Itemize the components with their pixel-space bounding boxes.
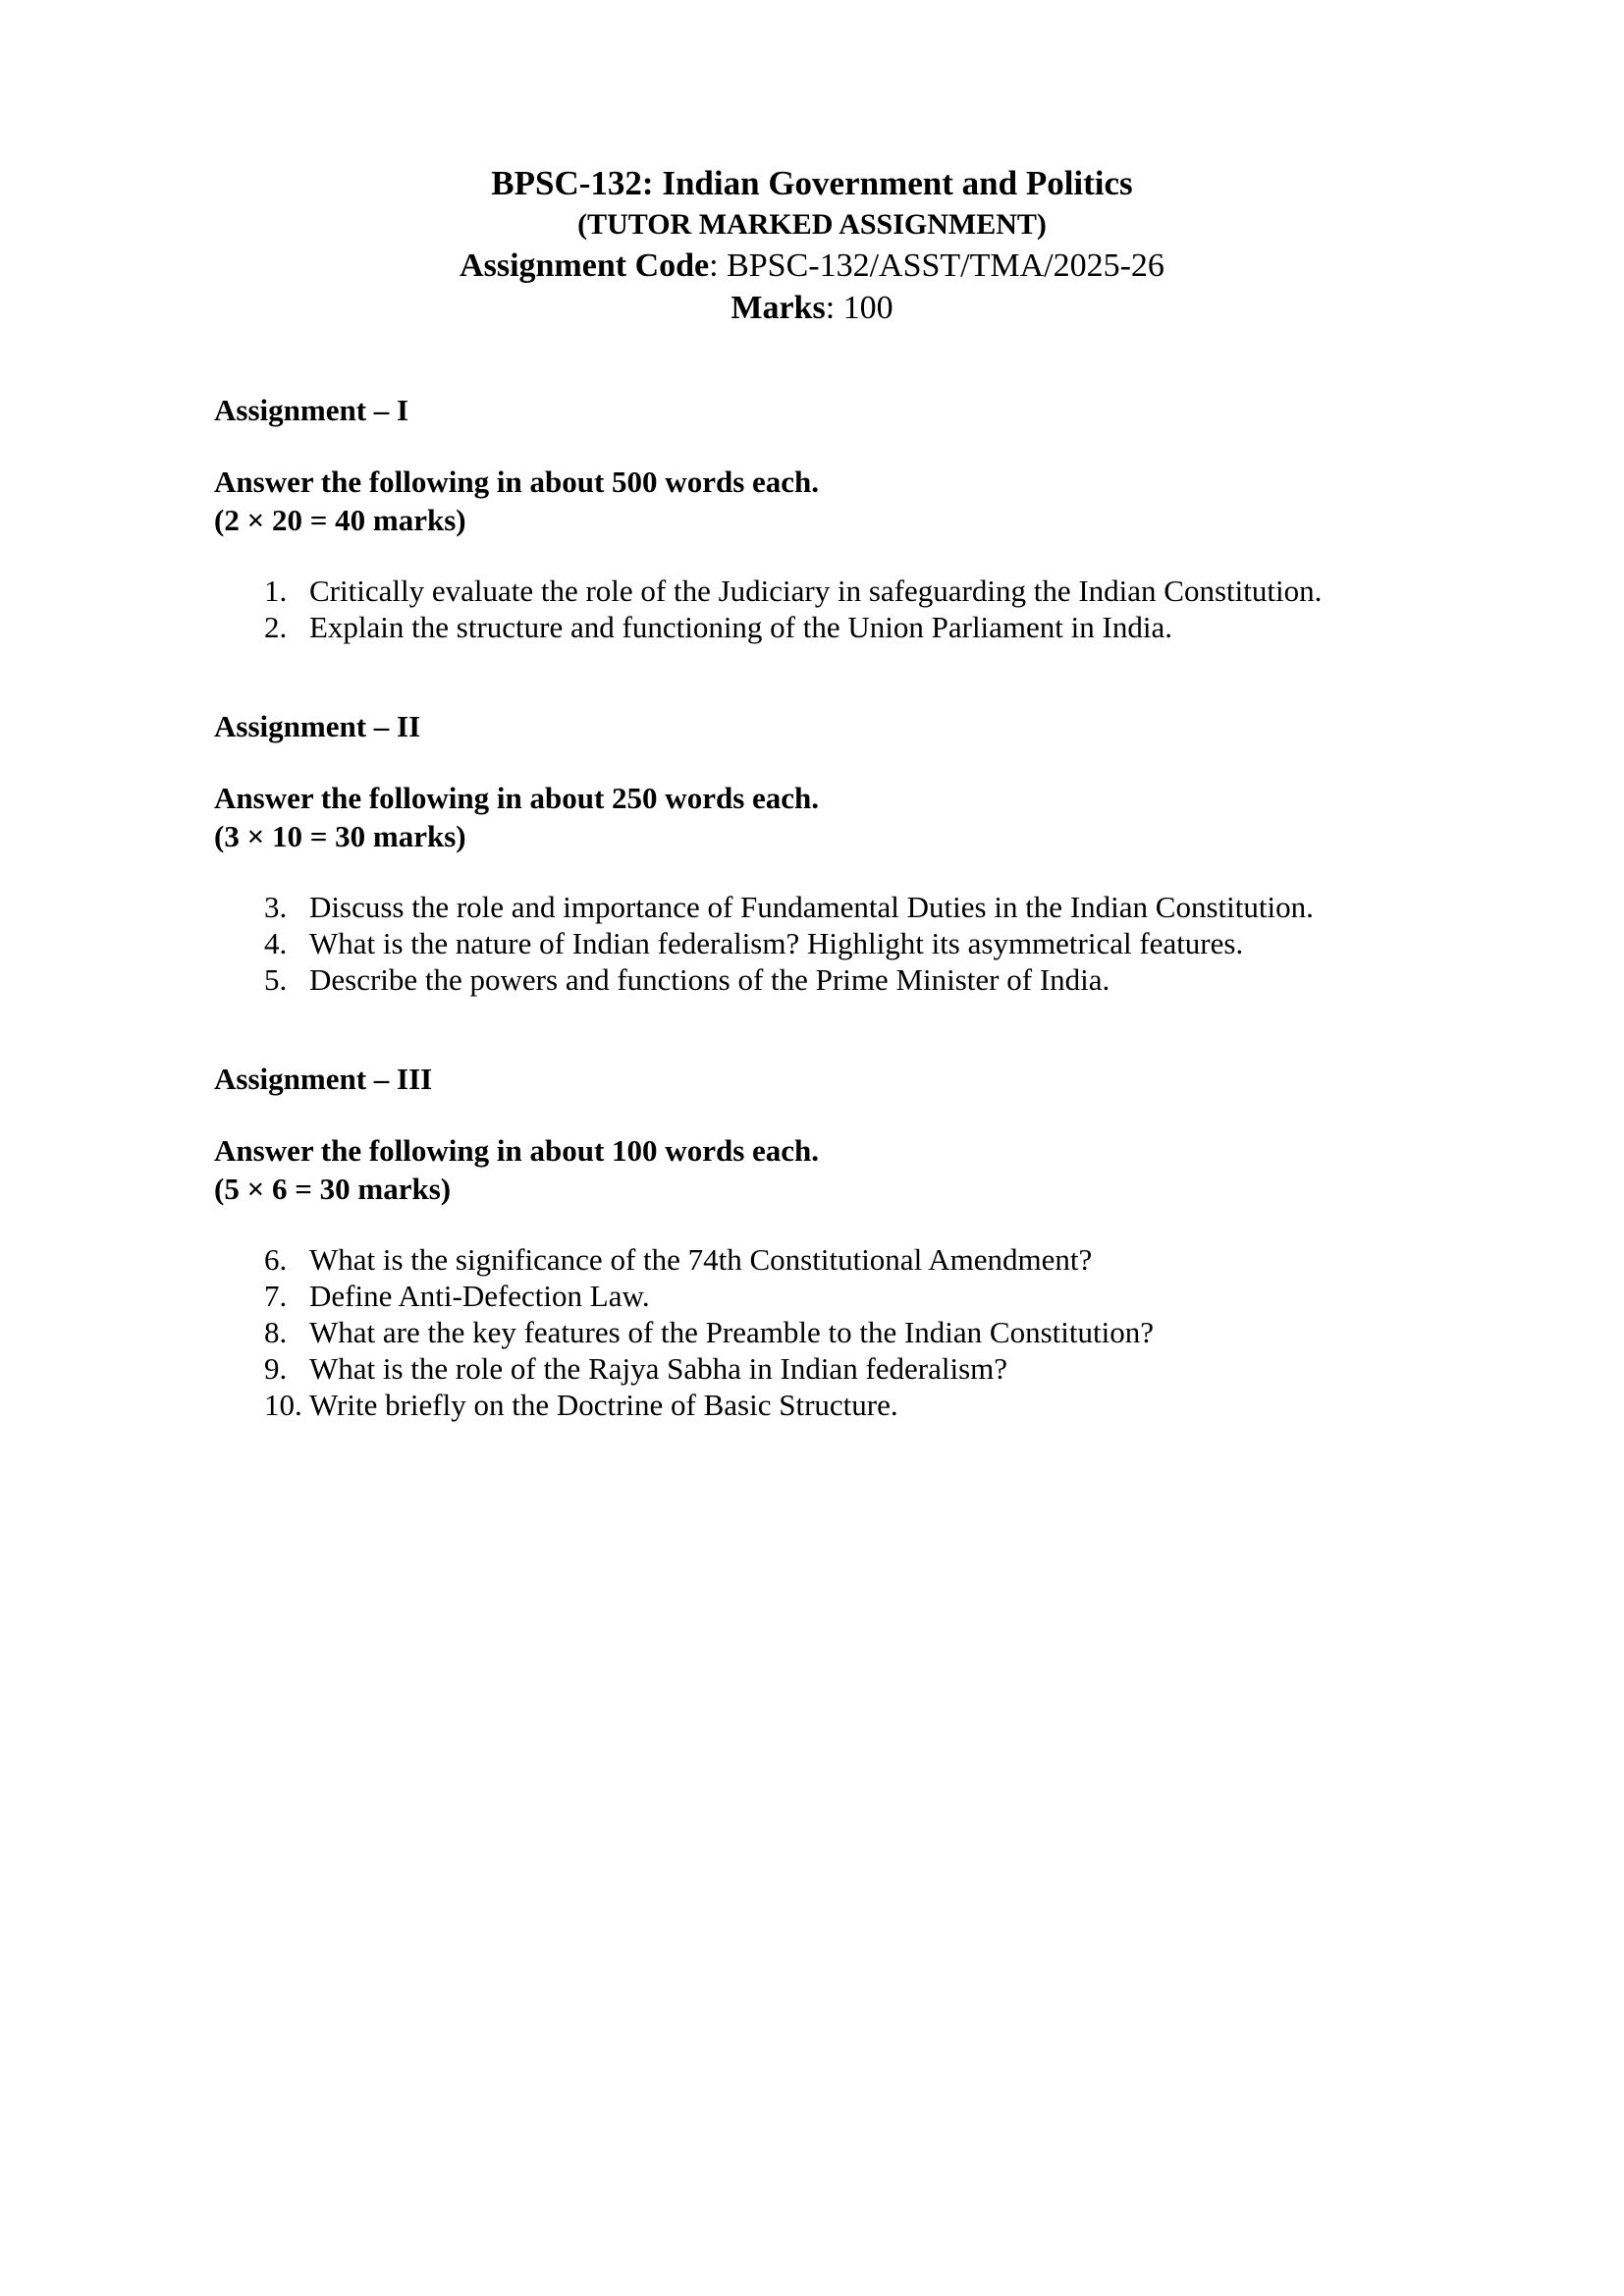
section-heading: Assignment – III [214, 1062, 433, 1096]
marks-label: Marks [731, 290, 826, 326]
question-number: 6. [264, 1242, 288, 1277]
assignment-code-label: Assignment Code [460, 247, 710, 284]
marks-value: : 100 [825, 290, 893, 326]
marks-note: (3 × 10 = 30 marks) [214, 819, 466, 853]
question-list [214, 1241, 1410, 1423]
question-text: What is the role of the Rajya Sabha in Indian federalism? [309, 1351, 1008, 1386]
question-item [264, 609, 1410, 645]
instruction-text: Answer the following in about 500 words each. [214, 465, 820, 499]
question-number: 8. [264, 1315, 288, 1349]
question-item [264, 1314, 1410, 1350]
question-number: 1. [264, 574, 288, 608]
question-number: 3. [264, 890, 288, 924]
section-assignment-1 [214, 392, 1410, 645]
instruction-text: Answer the following in about 250 words each. [214, 781, 820, 815]
question-item [264, 925, 1410, 961]
question-list [214, 889, 1410, 998]
question-number: 9. [264, 1351, 288, 1386]
section-heading: Assignment – I [214, 393, 409, 427]
question-number: 7. [264, 1279, 288, 1313]
assignment-code-line [214, 245, 1410, 287]
question-number: 10. [264, 1388, 302, 1422]
question-number: 2. [264, 610, 288, 644]
section-assignment-2 [214, 708, 1410, 998]
question-text: Define Anti-Defection Law. [309, 1279, 650, 1313]
marks-note: (2 × 20 = 40 marks) [214, 503, 466, 537]
section-assignment-3 [214, 1061, 1410, 1423]
question-list [214, 573, 1410, 645]
question-text: What are the key features of the Preamble to the Indian Constitution? [309, 1315, 1154, 1349]
question-text: Write briefly on the Doctrine of Basic Structure. [309, 1388, 898, 1422]
instruction-block [214, 779, 1410, 855]
instruction-block [214, 1131, 1410, 1208]
question-text: Discuss the role and importance of Fundamental Duties in the Indian Constitution. [309, 890, 1314, 924]
question-item [264, 1350, 1410, 1387]
question-text: Critically evaluate the role of the Judiciary in safeguarding the Indian Constitution. [309, 574, 1323, 608]
instruction-block [214, 463, 1410, 539]
marks-line [214, 287, 1410, 329]
question-item [264, 1241, 1410, 1278]
section-heading: Assignment – II [214, 709, 421, 743]
question-text: Describe the powers and functions of the Prime Minister of India. [309, 962, 1110, 997]
instruction-text: Answer the following in about 100 words each. [214, 1133, 820, 1168]
question-text: What is the nature of Indian federalism? Highlight its asymmetrical features. [309, 926, 1244, 960]
question-item [264, 1387, 1410, 1423]
question-text: Explain the structure and functioning of the Union Parliament in India. [309, 610, 1172, 644]
question-text: What is the significance of the 74th Constitutional Amendment? [309, 1242, 1093, 1277]
question-item [264, 889, 1410, 925]
question-item [264, 1278, 1410, 1314]
assignment-type-subtitle: (TUTOR MARKED ASSIGNMENT) [577, 208, 1047, 241]
question-item [264, 961, 1410, 998]
assignment-code-value: : BPSC-132/ASST/TMA/2025-26 [709, 247, 1164, 284]
course-title: BPSC-132: Indian Government and Politics [491, 164, 1133, 202]
document-header [214, 162, 1410, 329]
question-number: 5. [264, 962, 288, 997]
marks-note: (5 × 6 = 30 marks) [214, 1172, 452, 1206]
question-item [264, 573, 1410, 609]
question-number: 4. [264, 926, 288, 960]
